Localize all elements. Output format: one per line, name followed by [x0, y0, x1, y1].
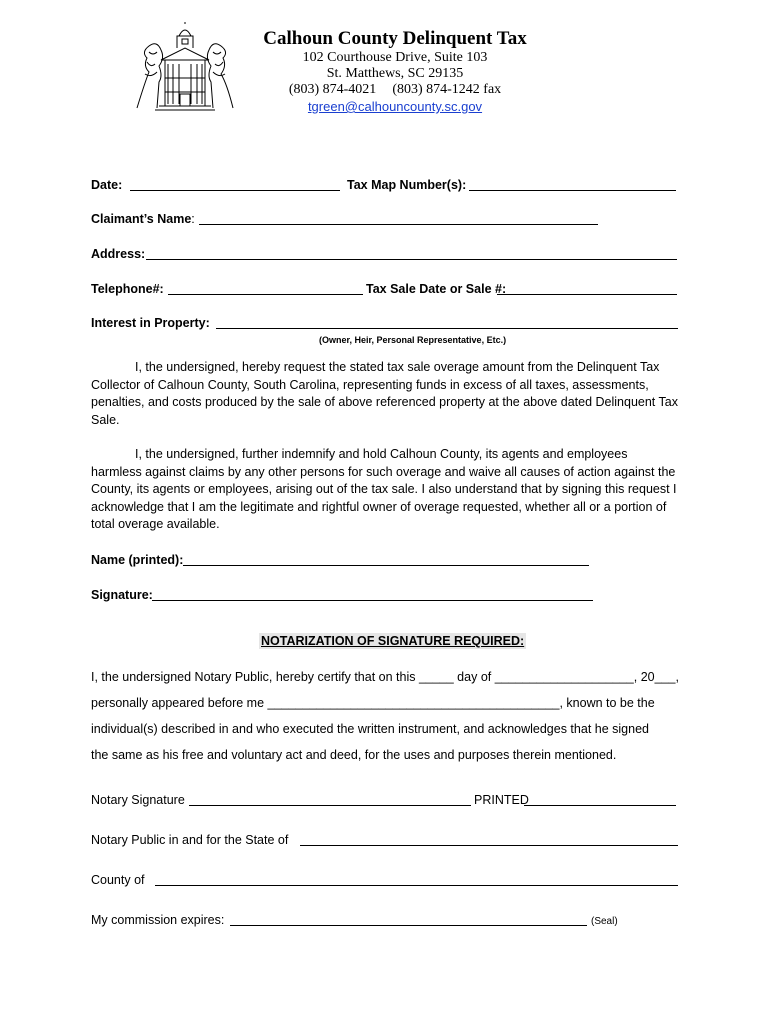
notary-signature-label: Notary Signature: [91, 793, 185, 807]
interest-label: Interest in Property:: [91, 316, 210, 330]
telephone-field[interactable]: [168, 294, 363, 295]
printed-field[interactable]: [524, 805, 676, 806]
date-label: Date:: [91, 178, 123, 192]
tax-sale-label: Tax Sale Date or Sale #:: [366, 282, 507, 296]
telephone-label: Telephone#:: [91, 282, 164, 296]
signature-label: Signature:: [91, 588, 153, 602]
interest-field[interactable]: [216, 328, 678, 329]
phone-line: [250, 82, 540, 98]
printed-label: PRINTED: [474, 793, 529, 807]
notary-certify-line-3: individual(s) described in and who executed the written instrument, and acknowledges that he signed: [91, 722, 649, 736]
notary-state-field[interactable]: [300, 845, 678, 846]
indemnify-paragraph: I, the undersigned, further indemnify and hold Calhoun County, its agents and employees harmless against claims by any other persons for such overage and waive all causes of action against the County, its agents or employees, arising out of the tax sale. I also understand that by signing this request I acknowledge that I am the legitimate and rightful owner of overage requested, whether all or a portion of total overage available.: [91, 447, 677, 531]
courthouse-logo-icon: [135, 22, 235, 112]
signature-field[interactable]: [152, 600, 593, 601]
date-field[interactable]: [130, 190, 340, 191]
notary-certify-line-4: the same as his free and voluntary act and deed, for the uses and purposes therein mentioned.: [91, 748, 617, 762]
address-line-1: 102 Courthouse Drive, Suite 103: [302, 50, 488, 65]
tax-sale-field[interactable]: [497, 294, 677, 295]
interest-hint: (Owner, Heir, Personal Representative, Etc.): [319, 335, 507, 345]
commission-field[interactable]: [230, 925, 587, 926]
name-printed-label: Name (printed):: [91, 553, 184, 567]
county-label: County of: [91, 873, 145, 887]
notary-heading: NOTARIZATION OF SIGNATURE REQUIRED:: [261, 634, 525, 648]
county-field[interactable]: [155, 885, 678, 886]
seal-label: (Seal): [591, 916, 618, 927]
address-label: Address:: [91, 247, 146, 261]
fax-number: (803) 874-1242 fax: [392, 82, 502, 97]
tax-map-label: Tax Map Number(s):: [347, 178, 467, 192]
commission-label: My commission expires:: [91, 913, 225, 927]
address-line-2: St. Matthews, SC 29135: [326, 66, 464, 81]
notary-signature-field[interactable]: [189, 805, 471, 806]
claimant-name-field[interactable]: [199, 224, 598, 225]
tax-map-field[interactable]: [469, 190, 676, 191]
notary-certify-line-2: personally appeared before me __________________________________________, known to be the: [91, 696, 655, 710]
claimant-label: Claimant’s Name:: [91, 212, 195, 226]
phone-number: (803) 874-4021: [288, 82, 377, 97]
name-printed-field[interactable]: [183, 565, 589, 566]
email-link[interactable]: tgreen@calhouncounty.sc.gov: [307, 99, 483, 114]
notary-certify-line-1: I, the undersigned Notary Public, hereby certify that on this _____ day of ____________________, 20___,: [91, 670, 679, 684]
notary-state-label: Notary Public in and for the State of: [91, 833, 289, 847]
org-title: Calhoun County Delinquent Tax: [263, 28, 527, 49]
request-paragraph: I, the undersigned, hereby request the stated tax sale overage amount from the Delinquent Tax Collector of Calhoun County, South Carolina, representing funds in excess of all taxes, assessments, penalties, and costs produced by the sale of above referenced property at the above dated Delinquent Tax Sale.: [91, 360, 678, 427]
address-field[interactable]: [146, 259, 677, 260]
